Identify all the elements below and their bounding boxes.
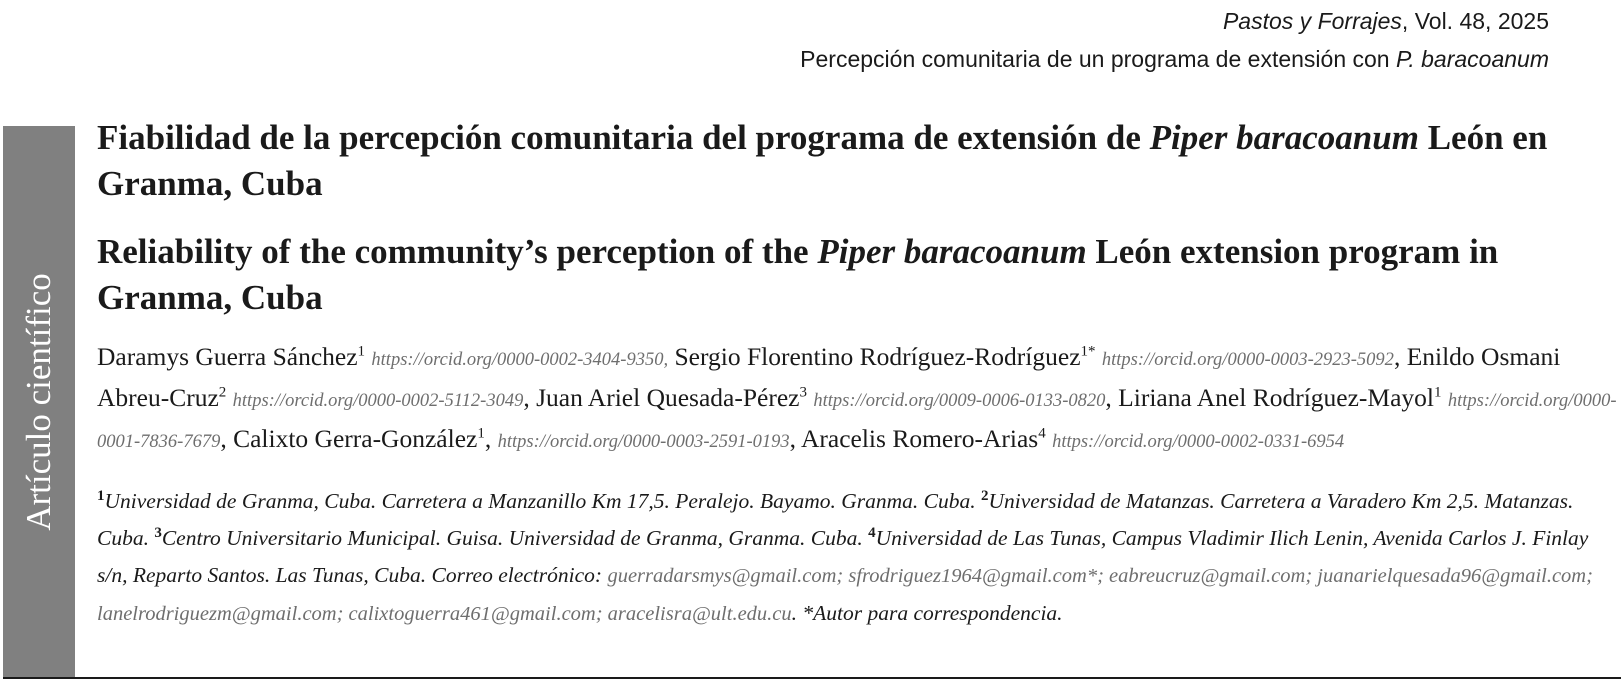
author-name: Daramys Guerra Sánchez [97,342,358,371]
title-english-part2: León extension program in Granma, Cuba [97,232,1499,317]
title-english-part1: Reliability of the community’s perception of the [97,232,818,271]
affiliation-text: Universidad de Granma, Cuba. Carretera a Manzanillo Km 17,5. Peralejo. Bayamo. Granma. Cuba. [104,489,981,513]
author-separator: , [523,383,537,412]
affiliation-number: 4 [868,524,876,541]
orcid-link[interactable]: https://orcid.org/0000-0003-2923-5092 [1101,350,1394,370]
affiliation-number: 3 [154,524,162,541]
orcid-link[interactable]: https://orcid.org/0009-0006-0133-0820 [813,391,1106,411]
author-name: Aracelis Romero-Arias [800,424,1039,453]
affiliation-number: 1 [97,487,105,504]
author-name: Liriana Anel Rodríguez-Mayol [1118,383,1434,412]
title-spanish-part1: Fiabilidad de la percepción comunitaria del programa de extensión de [97,118,1150,157]
affiliation-text: Universidad de Las Tunas, Campus Vladimir Ilich Lenin, Avenida Carlos J. Finlay s/n, Reparto Santos. Las Tunas, Cuba. [97,526,1589,587]
orcid-link[interactable]: https://orcid.org/0000-0001-7836-7679 [97,391,1617,452]
affiliation-number: 2 [980,487,989,504]
title-spanish-species: Piper baracoanum [1149,118,1419,157]
correspondence-note: . *Autor para correspondencia. [791,601,1063,625]
orcid-link[interactable]: https://orcid.org/0000-0002-5112-3049 [232,391,524,411]
author-separator: , [1393,342,1407,371]
title-spanish-part2: León en Granma, Cuba [97,118,1548,203]
email-label: Correo electrónico: [431,563,608,587]
affiliation-text: Universidad de Matanzas. Carretera a Varadero Km 2,5. Matanzas. Cuba. [97,489,1574,550]
running-title-species: P. baracoanum [1395,46,1549,72]
title-english [97,229,1617,321]
journal-name: Pastos y Forrajes [1222,8,1402,34]
orcid-link[interactable]: https://orcid.org/0000-0002-0331-6954 [1052,432,1345,452]
bottom-rule [3,677,1621,679]
article-type-label: Artículo científico [19,273,58,531]
author-name: Sergio Florentino Rodríguez-Rodríguez [674,342,1081,371]
author-separator: , [1105,383,1119,412]
author-affiliation-mark: 1 [1434,384,1442,401]
orcid-link[interactable]: https://orcid.org/0000-0003-2591-0193 [497,432,790,452]
author-affiliation-mark: 4 [1038,425,1046,442]
journal-header [1223,8,1549,35]
affiliation-text: Centro Universitario Municipal. Guisa. Universidad de Granma, Granma. Cuba. [161,526,869,550]
author-affiliation-mark: 2 [218,384,227,401]
author-list [97,338,1617,461]
author-separator: , [484,424,498,453]
author-affiliation-mark: 3 [799,384,807,401]
affiliations [97,483,1617,633]
author-name: Enildo Osmani Abreu-Cruz [97,342,1561,412]
author-separator: , [789,424,801,453]
author-name: Juan Ariel Quesada-Pérez [536,383,800,412]
title-spanish [97,115,1617,207]
author-affiliation-mark: 1 [477,425,485,442]
title-english-species: Piper baracoanum [817,232,1087,271]
author-name: Calixto Gerra-González [233,424,478,453]
running-title [800,46,1549,73]
email-list[interactable]: guerradarsmys@gmail.com; sfrodriguez1964@gmail.com*; eabreucruz@gmail.com; juanarielquesada96@gmail.com; lanelrodriguezm@gmail.com; calixtoguerra461@gmail.com; aracelisra@ult.edu.cu [97,565,1593,625]
journal-volume: , Vol. 48, 2025 [1401,8,1549,34]
orcid-link[interactable]: https://orcid.org/0000-0002-3404-9350, [371,350,669,370]
author-affiliation-mark: 1* [1080,343,1096,360]
author-separator: , [220,424,234,453]
author-affiliation-mark: 1 [357,343,366,360]
running-title-text: Percepción comunitaria de un programa de extensión con [800,46,1396,72]
